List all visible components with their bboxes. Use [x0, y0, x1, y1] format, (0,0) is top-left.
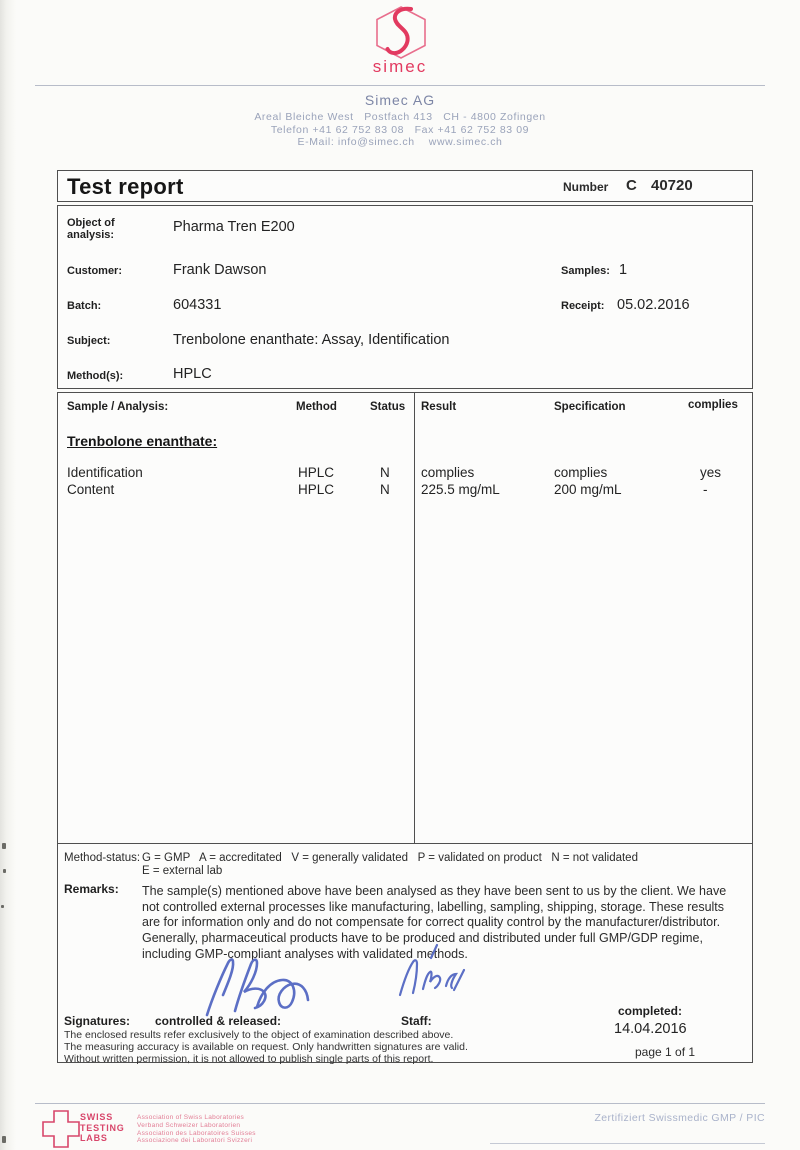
simec-logo-icon: [372, 6, 430, 60]
company-address: Areal Bleiche West Postfach 413 CH - 4800 Zofingen: [254, 111, 546, 123]
receipt-label: Receipt:: [561, 300, 605, 312]
report-title-box: [57, 170, 753, 202]
row2-method: HPLC: [298, 482, 335, 497]
method-status-label: Method-status:: [64, 852, 141, 864]
report-title: Test report: [67, 174, 184, 199]
footer-divider: [35, 1103, 765, 1104]
object-label: Object of analysis:: [67, 217, 115, 241]
batch-label: Batch:: [67, 300, 102, 312]
col-header-sample: Sample / Analysis:: [67, 401, 169, 413]
methods-label: Method(s):: [67, 370, 124, 382]
results-box: [57, 392, 753, 1063]
col-header-result: Result: [421, 401, 457, 413]
row1-complies: yes: [700, 465, 722, 480]
samples-label: Samples:: [561, 265, 610, 277]
row2-result: 225.5 mg/mL: [421, 482, 500, 497]
samples-value: 1: [619, 262, 628, 278]
col-header-complies: complies: [688, 399, 738, 411]
scan-speck: [1, 905, 4, 908]
object-value: Pharma Tren E200: [173, 219, 295, 235]
number-label: Number: [563, 180, 609, 194]
disclaimer-line-3: Without written permission, it is not allowed to publish single parts of this report.: [64, 1053, 434, 1065]
disclaimer-line-2: The measuring accuracy is available on request. Only handwritten signatures are valid.: [64, 1041, 468, 1053]
analyte-group-heading: Trenbolone enanthate:: [67, 433, 218, 449]
controlled-released-label: controlled & released:: [155, 1014, 282, 1028]
remarks-label: Remarks:: [64, 882, 119, 896]
receipt-value: 05.02.2016: [617, 297, 690, 313]
controlled-released-signature: [191, 951, 326, 1019]
number-value: 40720: [651, 177, 693, 194]
swiss-cross-icon: [40, 1108, 82, 1150]
row1-method: HPLC: [298, 465, 335, 480]
method-status-legend-1: G = GMP A = accreditated V = generally validated P = validated on product N = not validated: [142, 852, 638, 864]
letterhead-divider: [35, 85, 765, 86]
scan-speck: [2, 1136, 6, 1143]
company-email-web: E-Mail: info@simec.ch www.simec.ch: [297, 136, 503, 148]
col-header-specification: Specification: [554, 401, 626, 413]
number-prefix: C: [626, 177, 637, 194]
certification-text: Zertifiziert Swissmedic GMP / PIC: [594, 1112, 765, 1124]
col-header-method: Method: [296, 401, 337, 413]
scan-edge-shadow: [0, 0, 16, 1150]
report-fields-box: [57, 205, 753, 389]
labs-association-lines: Association of Swiss Laboratories Verband Schweizer Laboratorien Association des Laboratoires Suisses Associazione dei Laboratori Svizzeri: [137, 1114, 256, 1145]
row2-complies: -: [703, 482, 708, 497]
completed-label: completed:: [618, 1004, 683, 1018]
completed-date: 14.04.2016: [614, 1021, 687, 1037]
scan-speck: [2, 843, 6, 849]
customer-value: Frank Dawson: [173, 262, 267, 278]
method-status-legend-2: E = external lab: [142, 865, 223, 877]
batch-value: 604331: [173, 297, 222, 313]
row2-analysis: Content: [67, 482, 115, 497]
brand-wordmark: simec: [372, 57, 428, 76]
staff-label: Staff:: [401, 1014, 432, 1028]
row2-specification: 200 mg/mL: [554, 482, 622, 497]
row1-analysis: Identification: [67, 465, 143, 480]
row1-specification: complies: [554, 465, 608, 480]
customer-label: Customer:: [67, 265, 123, 277]
disclaimer-line-1: The enclosed results refer exclusively to the object of examination described above.: [64, 1029, 454, 1041]
page-info: page 1 of 1: [635, 1045, 696, 1059]
table-bottom-divider: [58, 843, 752, 844]
swiss-testing-labs-wordmark: SWISS TESTING LABS: [80, 1112, 125, 1143]
staff-signature: [390, 941, 490, 1003]
subject-value: Trenbolone enanthate: Assay, Identification: [173, 332, 450, 348]
company-name: Simec AG: [364, 92, 436, 108]
subject-label: Subject:: [67, 335, 111, 347]
remarks-text: The sample(s) mentioned above have been analysed as they have been sent to us by the client. We have not controlled external processes like manufacturing, labelling, sampling, shipping, storage. These results are for information only and do not compensate for correct quality control by the manufacturer/distributor. Generally, pharmaceutical products have to be produced and distributed under full GMP/GDP regime, including GMP-compliant analyses with validated methods.: [142, 884, 727, 961]
company-phone-fax: Telefon +41 62 752 83 08 Fax +41 62 752 83 09: [270, 124, 530, 136]
scan-bottom-edge-line: [490, 1143, 765, 1144]
row1-result: complies: [421, 465, 475, 480]
row1-status: N: [380, 465, 390, 480]
scan-speck: [3, 869, 6, 873]
table-vertical-divider: [414, 393, 415, 843]
col-header-status: Status: [370, 401, 406, 413]
signatures-label: Signatures:: [64, 1014, 131, 1028]
row2-status: N: [380, 482, 390, 497]
methods-value: HPLC: [173, 366, 212, 382]
